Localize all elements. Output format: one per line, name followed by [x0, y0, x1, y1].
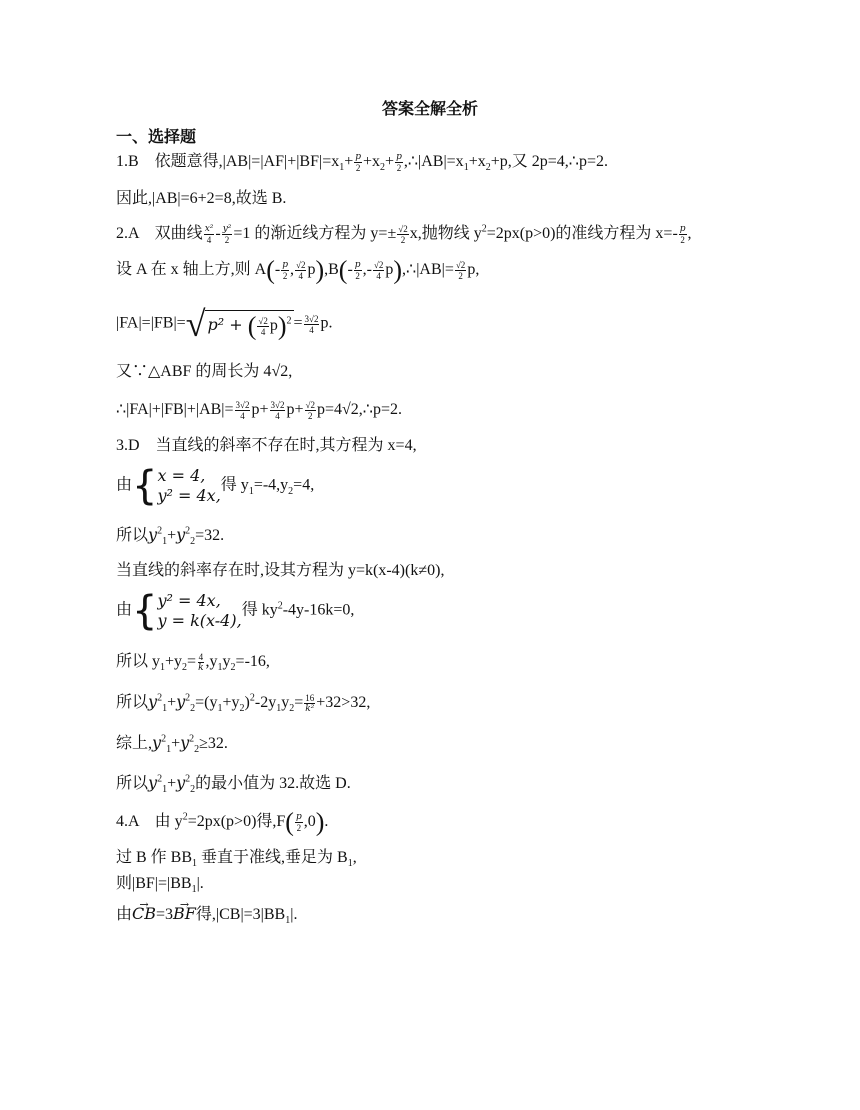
- section-heading: 一、选择题: [116, 127, 197, 146]
- solution-line: 设 A 在 x 轴上方,则 A(- $\frac{p}{2}$ , $\frac{√2}{4}$ p),B(- $\frac{p}{2}$ ,- $\frac{√2}{4}$ p),∴|AB|= $\frac{√2}{2}$ p,: [116, 255, 480, 285]
- solution-line: 由→ CB=3→ BF得$,|CB|=3|BB_1|$.: [116, 902, 297, 927]
- solution-line: 所以$y^2_1+y^2_2$的最小值为 32.故选 D.: [116, 773, 351, 796]
- solution-line: 综上$,y^2_1+y^2_2\ge 32$.: [116, 733, 228, 756]
- solution-line: ∴|FA|+|FB|+|AB|= $\frac{3√2}{4}$ p+ $\frac{3√2}{4}$ p+ $\frac{√2}{2}$ p=4√2,∴p=2.: [116, 399, 402, 421]
- solution-line: |FA|=|FB|=√ p² + ( $\frac{√2}{4}$ p)$^2$ = $\frac{3√2}{4}$ p.: [116, 304, 333, 344]
- solution-line: 所以$y^2_1+y^2_2=32$.: [116, 525, 225, 548]
- solution-line: 1.B 依题意得$,|AB|=|AF|+|BF|=x_1+$ $\frac{p}{2}$ $+x_2+$ $\frac{p}{2}$ $,\therefore|AB|=x_1+x_2+p$,又 2p=4,∴p=2.: [116, 151, 608, 174]
- solution-line: 当直线的斜率存在时,设其方程为 y=k(x-4)(k≠0),: [116, 562, 445, 579]
- solution-line: 因此,|AB|=6+2=8,故选 B.: [116, 190, 287, 207]
- page-title: 答案全解全析: [381, 99, 478, 118]
- solution-line: 3.D 当直线的斜率不存在时,其方程为 x=4,: [116, 437, 417, 454]
- solution-line: 2.A 双曲线 $\frac{\text{x²}}{4}$ - $\frac{\text{y²}}{2}$ =1 的渐近线方程为 y=± $\frac{√2}{2}$ x,抛物线 $y^2=2px(p>0)$的准线方程为 x=- $\frac{p}{2}$ ,: [116, 223, 692, 245]
- radical: √ p² + ( $\frac{√2}{4}$ p)$^2$: [185, 304, 292, 344]
- solution-line: 由{ y² = 4x, y = k(x-4), 得 $ky^2-4y-16k=0$,: [116, 588, 355, 634]
- solution-line: 由{ x = 4, y² = 4x, 得 $y_1=-4,y_2=4$,: [116, 463, 315, 509]
- solution-line: 则$|BF|=|BB_1|$.: [116, 875, 204, 896]
- solution-line: 又∵△ABF 的周长为 4√2,: [116, 363, 293, 380]
- solution-line: 过 B 作 $BB_1$ 垂直于准线,垂足为 $B_1$,: [116, 849, 357, 870]
- solution-line: 所以 $y_1+y_2=$ $\frac{4}{k}$ $,y_1y_2=-16$,: [116, 651, 270, 674]
- solution-line: 4.A 由 $y^2=2px(p>0)$得,F( $\frac{p}{2}$ ,0).: [116, 807, 329, 837]
- solution-line: 所以$y^2_1+y^2_2=(y_1+y_2)^2-2y_1y_2=$ $\frac{16}{\text{k²}}$ +32>32,: [116, 692, 371, 715]
